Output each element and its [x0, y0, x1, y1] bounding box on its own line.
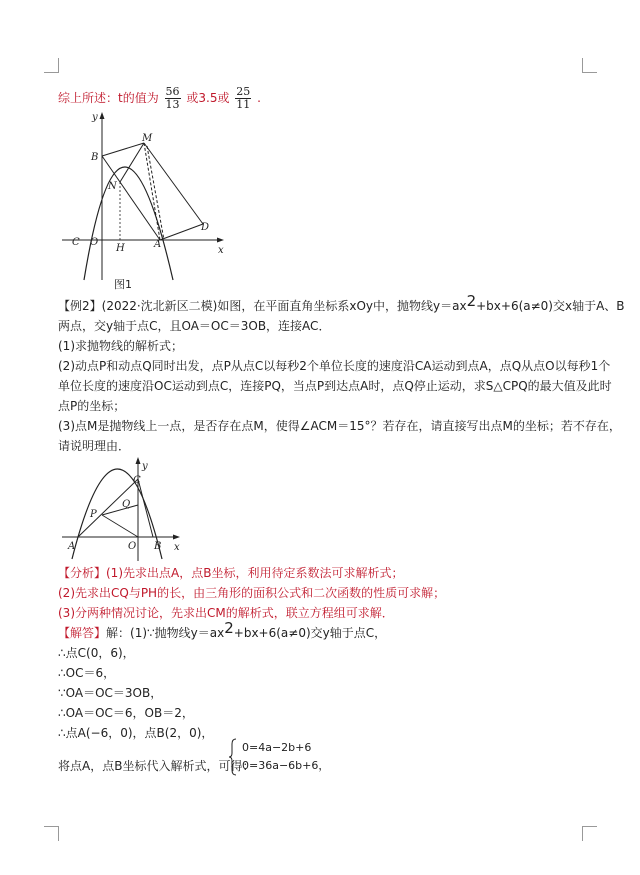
solution-step-1: ∴点C(0，6)， [58, 646, 135, 660]
label-x: x [174, 542, 180, 553]
label-D: D [201, 222, 210, 233]
fraction-56-13: $\frac{56}{13}$ [165, 85, 180, 111]
figure-1 [58, 108, 238, 293]
label-C: C [133, 475, 141, 486]
label-y: y [142, 461, 148, 472]
equation-2: 0=36a−6b+6， [242, 759, 330, 772]
summary-mid: 或3.5或 [186, 91, 230, 105]
solution-step-3: ∵OA＝OC＝3OB， [58, 686, 163, 700]
label-C: C [72, 237, 80, 248]
crop-mark-bottom-left [44, 826, 59, 841]
label-A: A [68, 541, 76, 552]
question-2-line-2: 单位长度的速度沿OC运动到点C，连接PQ，当点P到达点A时，点Q停止运动，求S△CPQ的最大值及此时 [58, 379, 612, 393]
label-O: O [90, 237, 99, 248]
label-x: x [218, 245, 224, 256]
question-2-line-1: (2)动点P和动点Q同时出发，点P从点C以每秒2个单位长度的速度沿CA运动到点A，点Q从点O以每秒1个 [58, 359, 611, 373]
solution-step-6: 将点A，点B坐标代入解析式，可得： [58, 759, 255, 773]
figure-1-caption: 图1 [114, 278, 132, 291]
label-B: B [154, 541, 162, 552]
solution-step-2: ∴OC＝6， [58, 666, 116, 680]
figure-2 [58, 455, 188, 565]
label-M: M [142, 133, 153, 144]
question-3-line-1: (3)点M是抛物线上一点，是否存在点M，使得∠ACM＝15°？若存在，请直接写出点M的坐标；若不存在， [58, 419, 621, 433]
label-P: P [90, 509, 97, 520]
crop-mark-bottom-right [582, 826, 597, 841]
analysis-line-1: 【分析】(1)先求出点A，点B坐标，利用待定系数法可求解析式； [58, 566, 404, 580]
summary-end: . [257, 91, 261, 105]
label-A: A [154, 239, 162, 250]
summary-prefix: 综上所述：t的值为 [58, 91, 159, 105]
equation-system [228, 738, 348, 776]
label-O: O [128, 541, 137, 552]
problem-line-2: 两点，交y轴于点C，且OA＝OC＝3OB，连接AC． [58, 319, 331, 333]
question-3-line-2: 请说明理由． [58, 439, 131, 453]
equation-1: 0=4a−2b+6 [242, 741, 312, 754]
brace-icon [228, 738, 238, 776]
label-H: H [116, 243, 125, 254]
question-1: (1)求抛物线的解析式； [58, 339, 183, 353]
question-2-line-3: 点P的坐标； [58, 399, 126, 413]
analysis-line-3: (3)分两种情况讨论，先求出CM的解析式，联立方程组可求解． [58, 606, 394, 620]
parabola [72, 469, 162, 559]
solution-step-5: ∴点A(−6，0)，点B(2，0)， [58, 726, 214, 740]
crop-mark-top-left [44, 58, 59, 73]
label-B: B [91, 152, 99, 163]
analysis-line-2: (2)先求出CQ与PH的长，由三角形的面积公式和二次函数的性质可求解； [58, 586, 446, 600]
solution-heading: 【解答】解：(1)∵抛物线$y=ax^2+bx+6(a\ne 0)$交y轴于点C， [58, 619, 387, 640]
parabola [84, 167, 173, 280]
label-y: y [92, 112, 98, 123]
problem-line-1: 【例2】(2022·沈北新区二模)如图，在平面直角坐标系xOy中，抛物线$y=ax^2+bx+6(a\ne 0)$交x轴于A、B [58, 292, 625, 313]
fraction-25-11: $\frac{25}{11}$ [236, 85, 251, 111]
crop-mark-top-right [582, 58, 597, 73]
label-N: N [108, 181, 117, 192]
solution-step-4: ∴OA＝OC＝6，OB＝2， [58, 706, 194, 720]
label-Q: Q [122, 499, 131, 510]
